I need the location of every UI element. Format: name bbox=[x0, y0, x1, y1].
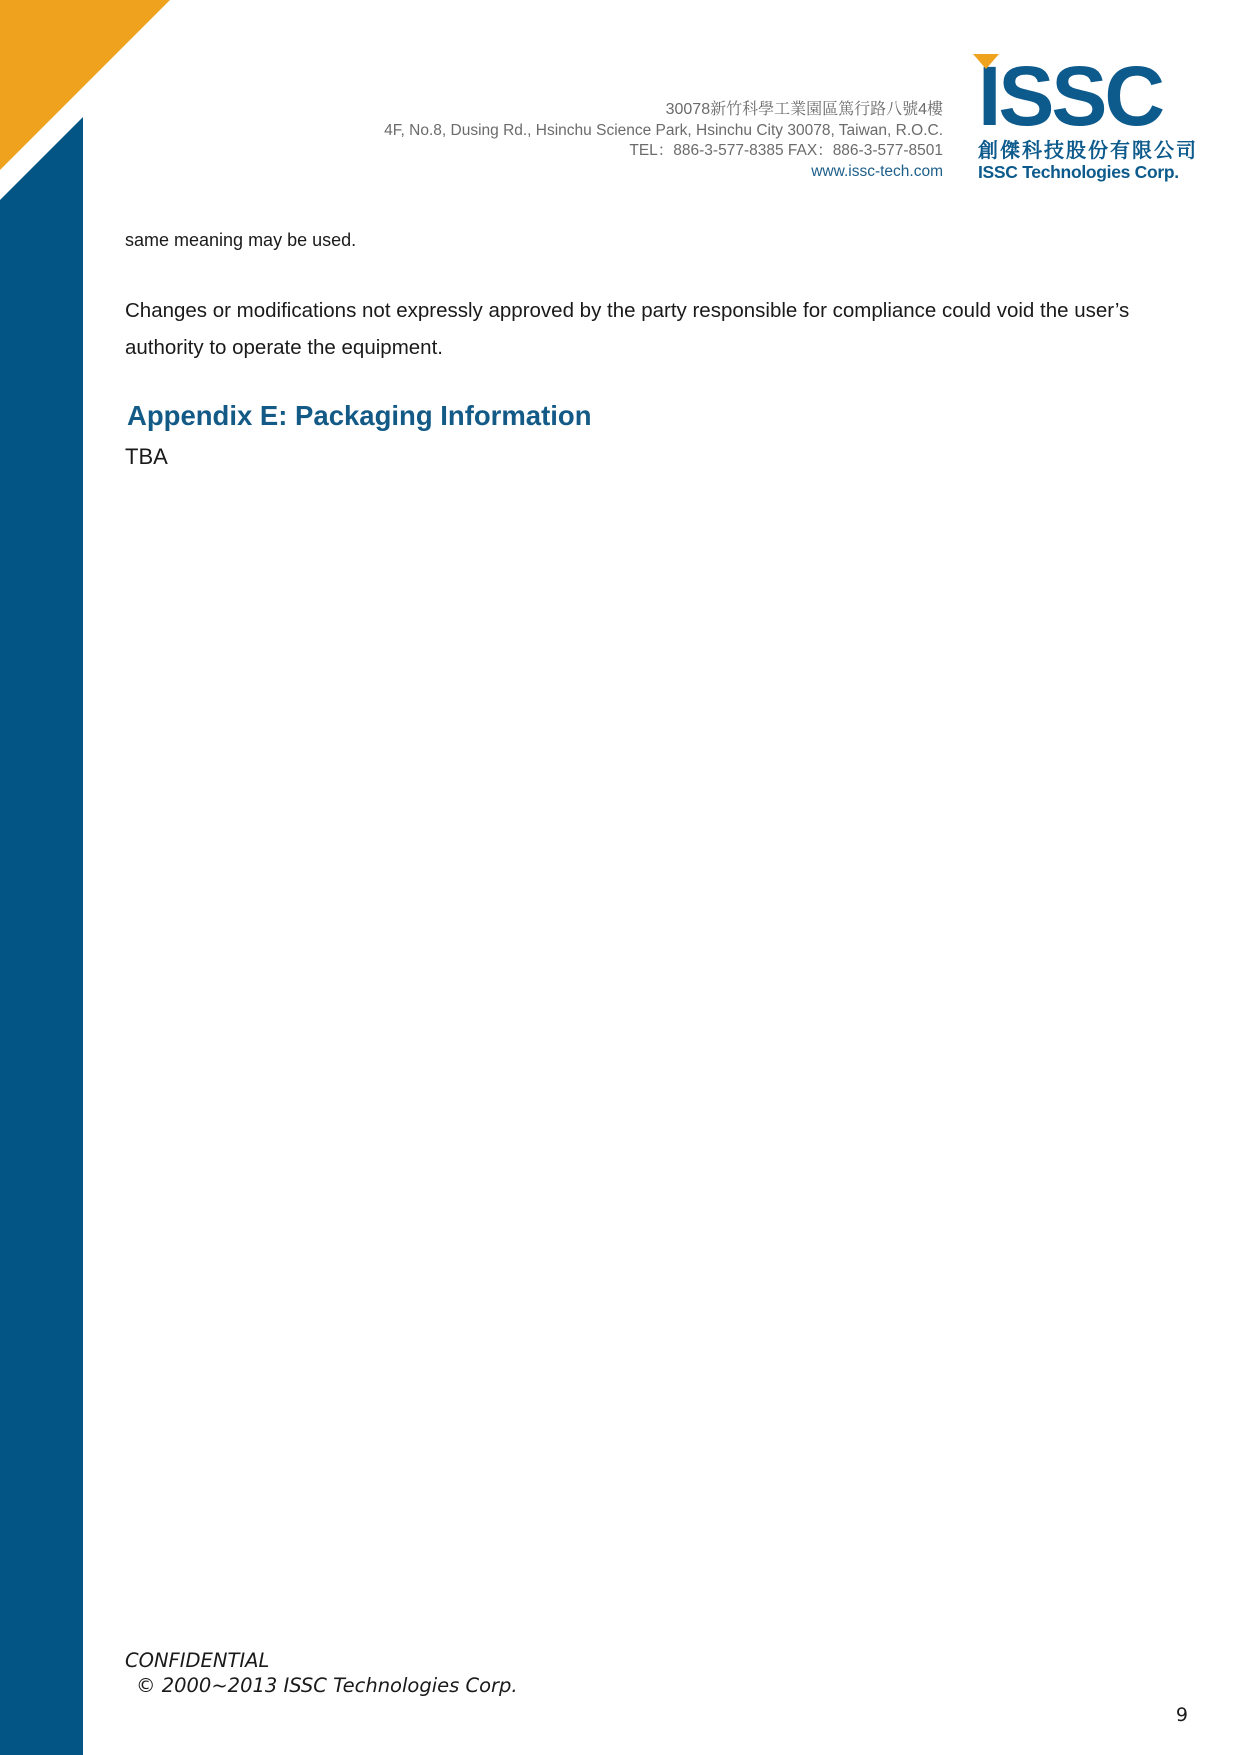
page-footer bbox=[125, 1648, 518, 1698]
copyright-notice: © 2000~2013 ISSC Technologies Corp. bbox=[136, 1674, 518, 1697]
page-number: 9 bbox=[1175, 1704, 1188, 1726]
continued-paragraph: same meaning may be used. bbox=[125, 230, 357, 250]
document-body bbox=[125, 228, 1185, 472]
company-address-block bbox=[384, 100, 943, 182]
appendix-e-text: TBA bbox=[125, 444, 168, 469]
changes-warning-paragraph: Changes or modifications not expressly approved by the party responsible for compliance could void the user’s authority to operate the equipment. bbox=[125, 299, 1130, 359]
confidential-label: CONFIDENTIAL bbox=[125, 1649, 270, 1672]
address-english: 4F, No.8, Dusing Rd., Hsinchu Science Park, Hsinchu City 30078, Taiwan, R.O.C. bbox=[384, 121, 943, 139]
blue-side-band bbox=[0, 117, 83, 1755]
orange-corner-triangle bbox=[0, 0, 170, 170]
address-chinese: 30078新竹科學工業園區篤行路八號4樓 bbox=[665, 101, 943, 118]
appendix-e-heading: Appendix E: Packaging Information bbox=[127, 400, 592, 431]
logo-wordmark: ISSC bbox=[978, 49, 1163, 143]
tel-fax: TEL：886-3-577-8385 FAX：886-3-577-8501 bbox=[629, 142, 943, 159]
logo-chinese-name: 創傑科技股份有限公司 bbox=[978, 138, 1198, 162]
company-website: www.issc-tech.com bbox=[811, 162, 943, 180]
logo-english-name: ISSC Technologies Corp. bbox=[978, 162, 1179, 182]
logo-triangle-icon bbox=[973, 54, 999, 69]
company-logo bbox=[970, 49, 1198, 187]
